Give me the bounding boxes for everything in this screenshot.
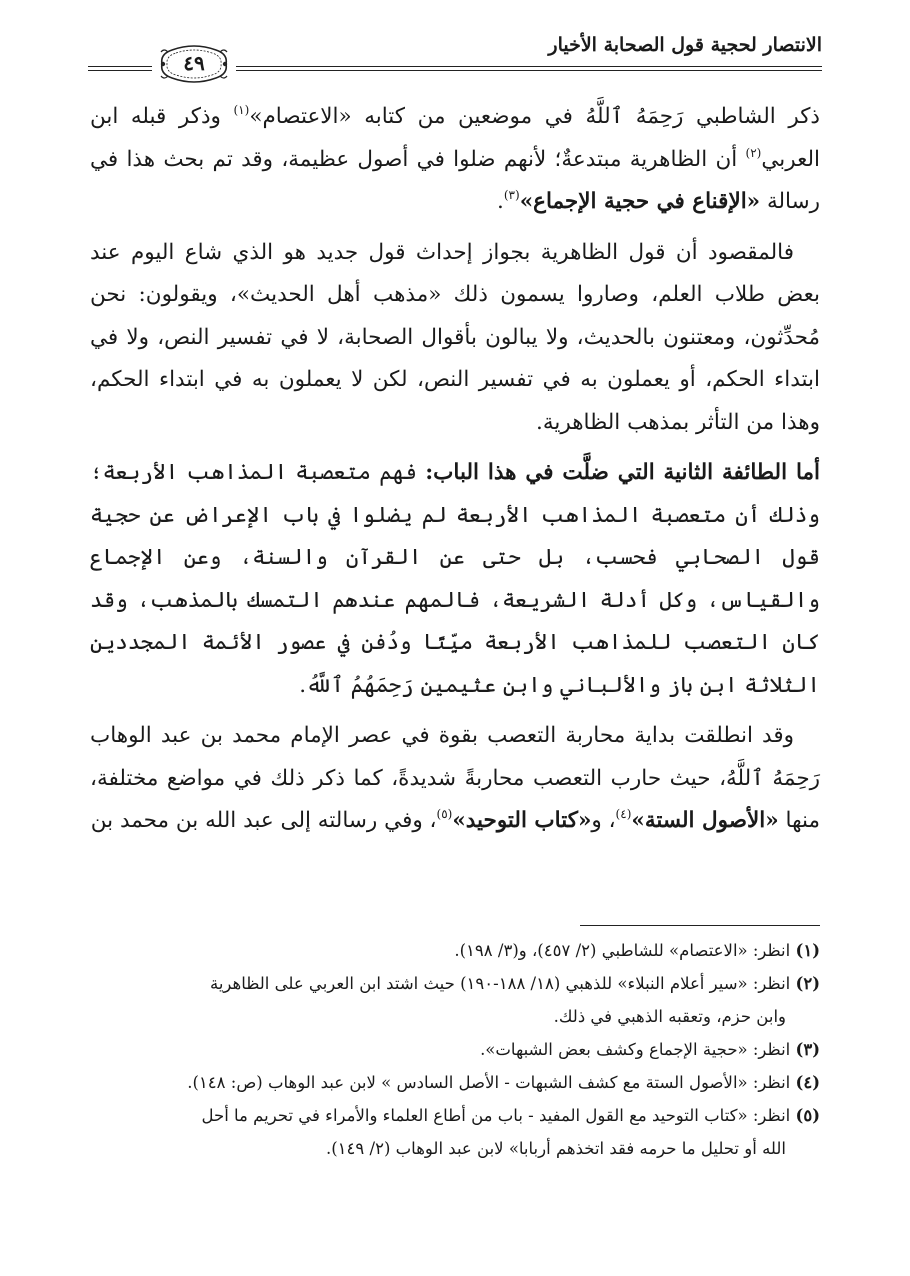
text-run: . — [497, 189, 504, 214]
text-run: فهم متعصبة المذاهب الأربعة؛ وذلك أن متعصبة المذاهب الأربعة لم يضلوا في باب الإعراض عن حجية قول الصحابي فحسب، بل حتى عن القرآن والسنة، وعن الإجماع والقياس، وكل أدلة الشريعة، فالمهم عندهم التمسك بالمذهب، وقد كان التعصب للمذاهب الأربعة ميِّتًا ودُفن في عصور الأئمة المجددين الثلاثة ابن باز والألباني وابن عثيمين رَحِمَهُمُ ٱللَّهُ. — [90, 460, 820, 698]
text-run: وذكر قبله ابن العربي — [90, 104, 820, 172]
footnote-3 — [90, 1033, 820, 1066]
paragraph-1 — [90, 96, 820, 224]
footnote-number: (٥) — [795, 1106, 820, 1125]
footnote-text: انظر: «سير أعلام النبلاء» للذهبي (١٨/ ١٨٨-١٩٠) حيث اشتد ابن العربي على الظاهرية — [209, 974, 791, 993]
text-run: ، وفي رسالته إلى عبد الله بن محمد بن — [90, 808, 437, 833]
footnote-ref-3[interactable]: (٣) — [503, 188, 520, 202]
running-title: الانتصار لحجية قول الصحابة الأخيار — [548, 34, 822, 56]
page-number-ornament — [158, 44, 230, 84]
footnote-5 — [90, 1099, 820, 1165]
paragraph-heading: أما الطائفة الثانية التي ضلَّت في هذا الباب: — [425, 460, 820, 485]
footnote-text-continued: الله أو تحليل ما حرمه فقد اتخذهم أربابا» لابن عبد الوهاب (٢/ ١٤٩). — [325, 1139, 786, 1158]
footnote-1 — [90, 934, 820, 967]
paragraph-3 — [90, 452, 820, 707]
header-rule — [236, 70, 822, 71]
footnote-text-continued: وابن حزم، وتعقبه الذهبي في ذلك. — [553, 1007, 786, 1026]
footnote-4 — [90, 1066, 820, 1099]
footnote-text: انظر: «حجية الإجماع وكشف بعض الشبهات». — [480, 1040, 791, 1059]
text-run: ذكر الشاطبي رَحِمَهُ ٱللَّهُ في موضعين من كتابه «الاعتصام» — [249, 104, 821, 129]
footnote-number: (١) — [795, 941, 820, 960]
footnote-number: (٤) — [795, 1073, 820, 1092]
book-title: «كتاب التوحيد» — [452, 808, 592, 833]
footnote-ref-4[interactable]: (٤) — [615, 807, 632, 821]
footnote-text: انظر: «الاعتصام» للشاطبي (٢/ ٤٥٧)، و(٣/ ١٩٨). — [454, 941, 791, 960]
footnote-number: (٢) — [795, 974, 820, 993]
paragraph-4 — [90, 715, 820, 843]
footnote-text: انظر: «الأصول الستة مع كشف الشبهات - الأصل السادس » لابن عبد الوهاب (ص: ١٤٨). — [187, 1073, 791, 1092]
footnote-ref-5[interactable]: (٥) — [436, 807, 453, 821]
paragraph-2: فالمقصود أن قول الظاهرية بجواز إحداث قول جديد هو الذي شاع اليوم عند بعض طلاب العلم، وصاروا يسمون ذلك «مذهب أهل الحديث»، ويقولون: نحن مُحدِّثون، ومعتنون بالحديث، ولا يبالون بأقوال الصحابة، لا في تفسير النص، ولا في ابتداء الحكم، أو يعملون به في تفسير النص، لكن لا يعملون به في ابتداء الحكم، وهذا من التأثر بمذهب الظاهرية. — [90, 239, 820, 435]
header-rule — [88, 70, 152, 71]
text-run: أن الظاهرية مبتدعةٌ؛ لأنهم ضلوا في أصول عظيمة، وقد تم بحث هذا في رسالة — [90, 146, 820, 214]
footnote-separator — [580, 925, 820, 926]
footnote-ref-2[interactable]: (٢) — [745, 145, 762, 160]
footnote-ref-1[interactable]: (١) — [233, 103, 250, 117]
page-header — [88, 30, 822, 86]
book-title: «الإقناع في حجية الإجماع» — [519, 189, 761, 214]
main-text — [90, 96, 820, 851]
book-title: «الأصول الستة» — [631, 808, 779, 833]
header-rule — [88, 66, 152, 67]
header-rule — [236, 66, 822, 67]
page-number: ٤٩ — [183, 51, 205, 75]
text-run: وقد انطلقت بداية محاربة التعصب بقوة في عصر الإمام محمد بن عبد الوهاب رَحِمَهُ ٱللَّهُ، حيث حارب التعصب محاربةً شديدةً، كما ذكر ذلك في مواضع مختلفة، منها — [90, 723, 820, 833]
footnote-2 — [90, 967, 820, 1033]
footnote-text: انظر: «كتاب التوحيد مع القول المفيد - باب من أطاع العلماء والأمراء في تحريم ما أحل — [201, 1106, 791, 1125]
footnote-number: (٣) — [795, 1040, 820, 1059]
footnotes — [90, 934, 820, 1165]
text-run: ، و — [591, 808, 616, 833]
